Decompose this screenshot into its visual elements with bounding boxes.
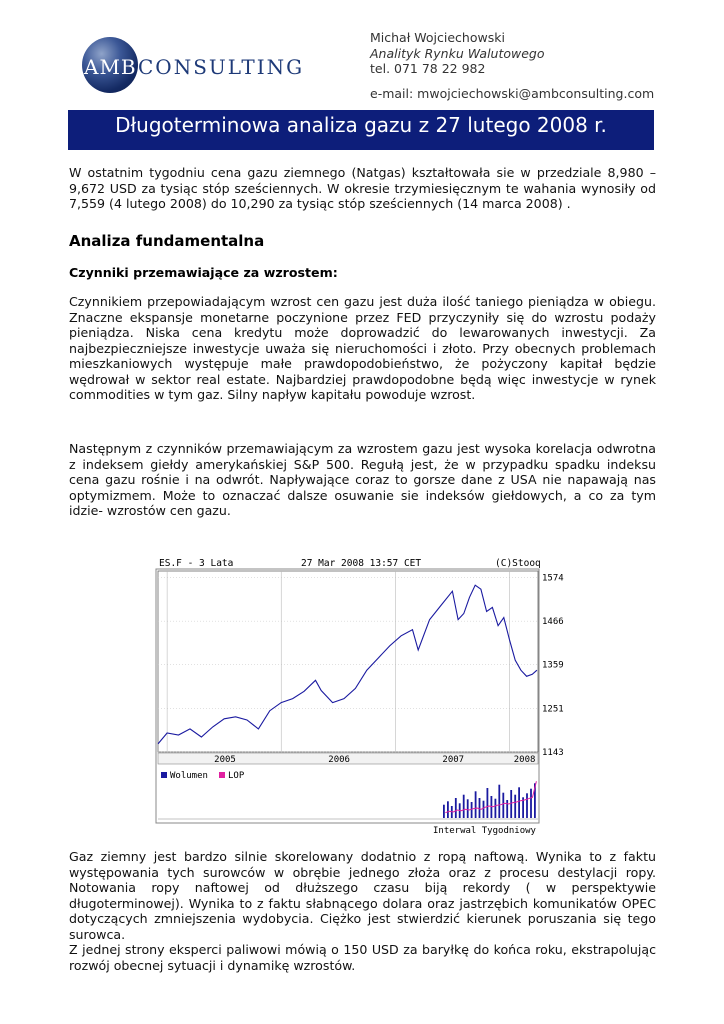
y-tick-label: 1143 <box>542 748 564 758</box>
lop-legend-label: LOP <box>228 771 245 781</box>
volume-bar <box>502 793 504 818</box>
intro-paragraph: W ostatnim tygodniu cena gazu ziemnego (Natgas) kształtowała sie w przedziale 8,980 – 9,672 USD za tysiąc stóp sześciennych. W okresie trzymiesięcznym te wahania wynosiły od 7,559 (4 lutego 2008) do 10,290 za tysiąc stóp sześciennych (14 marca 2008) . <box>69 165 656 211</box>
contact-block <box>370 30 654 101</box>
volume-bar <box>510 790 512 818</box>
logo-consulting-text: CONSULTING <box>138 55 305 79</box>
volume-bar <box>455 798 457 818</box>
x-tick-label: 2006 <box>328 755 350 765</box>
y-tick-label: 1466 <box>542 617 564 628</box>
paragraph-sp500-correlation: Następnym z czynników przemawiającym za wzrostem gazu jest wysoka korelacja odwrotna z indeksem giełdy amerykańskiej S&P 500. Regułą jest, że w przypadku spadku indeksu cena gazu rośnie i na odwrót. Napływające coraz to gorsze dane z USA nie napawają nas optymizmem. Może to oznaczać dalsze osuwanie sie indeksów giełdowych, a co za tym idzie- wzrostów cen gazu. <box>69 441 656 518</box>
volume-bar <box>443 805 445 818</box>
chart-title-center: 27 Mar 2008 13:57 CET <box>301 558 422 569</box>
volume-legend-label: Wolumen <box>170 771 208 781</box>
volume-legend-swatch <box>161 772 167 778</box>
volume-bar <box>530 789 532 818</box>
volume-bar <box>498 785 500 818</box>
section-heading: Analiza fundamentalna <box>69 232 265 250</box>
x-tick-label: 2007 <box>442 755 465 765</box>
chart-title-right: (C)Stooq <box>495 558 541 569</box>
volume-bar <box>447 801 449 818</box>
volume-bar <box>479 798 481 818</box>
chart-title-left: ES.F - 3 Lata <box>159 558 234 569</box>
analyst-role: Analityk Rynku Walutowego <box>370 45 545 61</box>
chart-footer: Interwal Tygodniowy <box>433 826 536 836</box>
volume-bar <box>475 791 477 818</box>
analyst-phone: tel. 071 78 22 982 <box>370 61 486 76</box>
volume-bar <box>463 795 465 818</box>
price-chart <box>155 556 564 838</box>
x-tick-label: 2008 <box>513 755 536 765</box>
y-tick-label: 1359 <box>542 660 564 671</box>
lop-legend-swatch <box>219 772 225 778</box>
y-tick-label: 1574 <box>542 573 564 584</box>
volume-bar <box>483 801 485 818</box>
volume-bar <box>467 799 469 818</box>
x-tick-label: 2005 <box>214 755 236 765</box>
subheading: Czynniki przemawiające za wzrostem: <box>69 265 338 280</box>
volume-bar <box>495 799 497 818</box>
volume-bar <box>526 793 528 818</box>
volume-bar <box>514 795 516 818</box>
logo-amb-text: AMB <box>84 55 137 79</box>
volume-bar <box>506 800 508 818</box>
paragraph-oil-correlation: Gaz ziemny jest bardzo silnie skorelowany dodatnio z ropą naftową. Wynika to z faktu występowania tych surowców w obrębie jednego złoża oraz z procesu destylacji ropy. Notowania ropy naftowej od dłuższego czasu biją rekordy ( w perspektywie długoterminowej). Wynika to z faktu słabnącego dolara oraz jastrzębich komunikatów OPEC dotyczących zmniejszenia wydobycia. Ciężko jest stwierdzić kierunek poruszania się tego surowca. Z jednej strony eksperci paliwowi mówią o 150 USD za baryłkę do końca roku, ekstrapolując rozwój obecnej sytuacji i dynamikę wzrostów. <box>69 849 656 973</box>
analyst-name: Michał Wojciechowski <box>370 30 505 45</box>
volume-bar <box>518 787 520 818</box>
volume-bar <box>471 802 473 818</box>
paragraph-money-supply: Czynnikiem przepowiadającym wzrost cen gazu jest duża ilość taniego pieniądza w obiegu. Znaczne ekspansje monetarne poczynione przez FED przyczyniły się do wzrostu podaży pieniądza. Niska cena kredytu może doprowadzić do lewarowanych inwestycji. Za najbezpieczniejsze inwestycje uważa się nieruchomości i złoto. Przy obecnych problemach mieszkaniowych występuje małe prawdopodobieństwo, że pożyczony kapitał będzie wędrował w sektor real estate. Najbardziej prawdopodobne będą więc inwestycje w rynek commodities w tym gaz. Silny napływ kapitału powoduje wzrost. <box>69 294 656 402</box>
chart-svg <box>155 556 564 838</box>
document-title: Długoterminowa analiza gazu z 27 lutego 2008 r. <box>68 110 654 150</box>
company-logo <box>72 34 305 98</box>
analyst-email[interactable]: e-mail: mwojciechowski@ambconsulting.com <box>370 85 655 101</box>
volume-bar <box>487 788 489 818</box>
y-tick-label: 1251 <box>542 704 564 715</box>
